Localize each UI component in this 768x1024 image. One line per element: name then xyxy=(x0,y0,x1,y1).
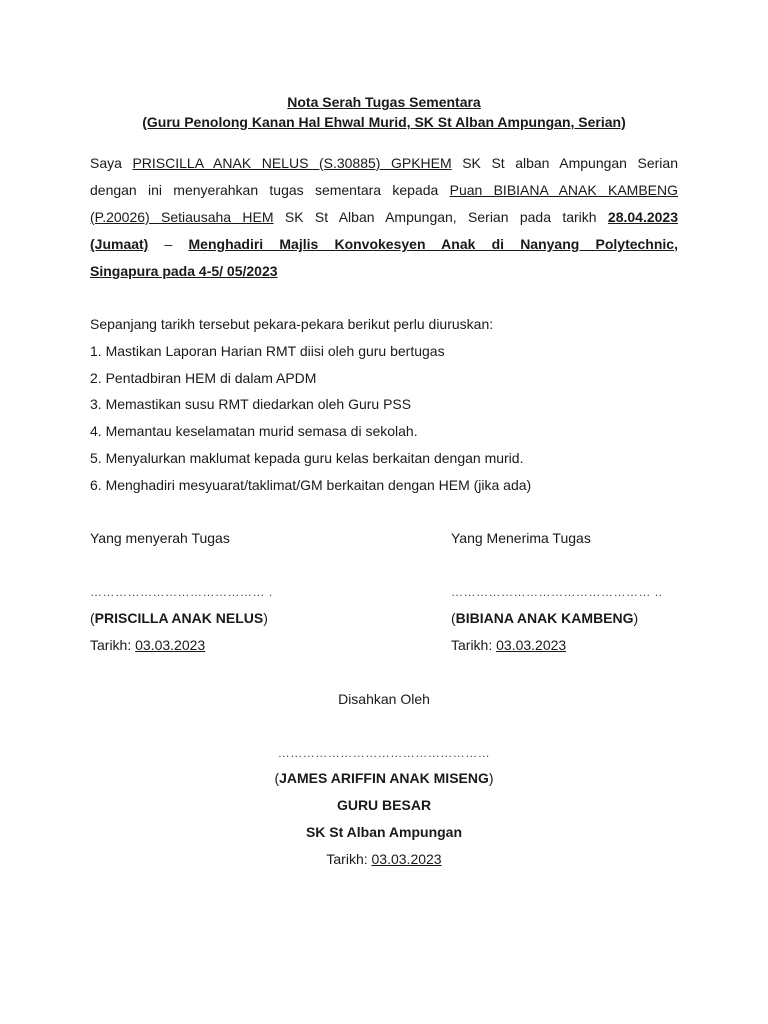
receiver-identity: (P.20026) Setiausaha HEM xyxy=(90,209,274,225)
date-label: Tarikh: xyxy=(451,637,497,653)
intro-line-1 xyxy=(90,155,678,171)
receiver-heading: Yang Menerima Tugas xyxy=(451,530,591,546)
intro-line-2 xyxy=(90,182,678,198)
receiver-date-line xyxy=(451,637,566,653)
receiver-date: 03.03.2023 xyxy=(496,637,567,653)
giver-identity: PRISCILLA ANAK NELUS (S.30885) GPKHEM xyxy=(132,155,452,171)
duty-item: 3. Memastikan susu RMT diedarkan oleh Guru PSS xyxy=(90,396,412,412)
approver-school: SK St Alban Ampungan xyxy=(305,824,463,840)
intro-line-3 xyxy=(90,209,678,225)
event-description: Singapura pada 4-5/ 05/2023 xyxy=(90,263,278,279)
approver-position: GURU BESAR xyxy=(336,797,432,813)
giver-heading: Yang menyerah Tugas xyxy=(90,530,230,546)
receiver-identity: Puan BIBIANA ANAK KAMBENG xyxy=(449,182,679,198)
intro-line-5 xyxy=(90,263,278,279)
giver-name-line xyxy=(90,610,268,626)
giver-date: 03.03.2023 xyxy=(135,637,206,653)
paren: ( xyxy=(451,610,456,626)
approval-heading: Disahkan Oleh xyxy=(338,691,430,707)
handover-day: (Jumaat) xyxy=(90,236,149,252)
duty-item: 1. Mastikan Laporan Harian RMT diisi oleh guru bertugas xyxy=(90,343,445,359)
duty-item: 4. Memantau keselamatan murid semasa di sekolah. xyxy=(90,423,418,439)
duty-item: 5. Menyalurkan maklumat kepada guru kelas berkaitan dengan murid. xyxy=(90,450,524,466)
giver-name: PRISCILLA ANAK NELUS xyxy=(94,610,264,626)
paren: ) xyxy=(633,610,639,626)
event-description: Menghadiri Majlis Konvokesyen Anak di Nanyang Polytechnic, xyxy=(188,236,678,252)
dash: – xyxy=(148,236,189,252)
intro-text: SK St Alban Ampungan, Serian pada tarikh xyxy=(273,209,608,225)
duty-item: 2. Pentadbiran HEM di dalam APDM xyxy=(90,370,317,386)
duties-intro: Sepanjang tarikh tersebut pekara-pekara berikut perlu diuruskan: xyxy=(90,316,494,332)
intro-text: Saya xyxy=(90,155,133,171)
approver-signature-line: …………………………………………… xyxy=(277,746,491,760)
handover-date: 28.04.2023 xyxy=(607,209,678,225)
date-label: Tarikh: xyxy=(90,637,136,653)
receiver-name-line xyxy=(451,610,638,626)
intro-line-4 xyxy=(90,236,678,252)
approver-name: JAMES ARIFFIN ANAK MISENG xyxy=(279,770,489,786)
paren: ) xyxy=(488,770,494,786)
receiver-name: BIBIANA ANAK KAMBENG xyxy=(455,610,634,626)
intro-text: dengan ini menyerahkan tugas sementara kepada xyxy=(90,182,450,198)
approver-name-line xyxy=(0,770,768,786)
duty-item: 6. Menghadiri mesyuarat/taklimat/GM berkaitan dengan HEM (jika ada) xyxy=(90,477,532,493)
paren: ( xyxy=(90,610,95,626)
approver-date: 03.03.2023 xyxy=(371,851,442,867)
intro-text: SK St alban Ampungan Serian xyxy=(451,155,678,171)
date-label: Tarikh: xyxy=(326,851,372,867)
letter-subtitle: (Guru Penolong Kanan Hal Ehwal Murid, SK St Alban Ampungan, Serian) xyxy=(142,114,626,130)
approver-date-line xyxy=(0,851,768,867)
paren: ) xyxy=(263,610,268,626)
letter-title: Nota Serah Tugas Sementara xyxy=(287,94,481,110)
giver-signature-line: …………………………………… . xyxy=(90,585,273,599)
giver-date-line xyxy=(90,637,205,653)
receiver-signature-line: ………………………………………… .. xyxy=(451,585,663,599)
paren: ( xyxy=(274,770,280,786)
